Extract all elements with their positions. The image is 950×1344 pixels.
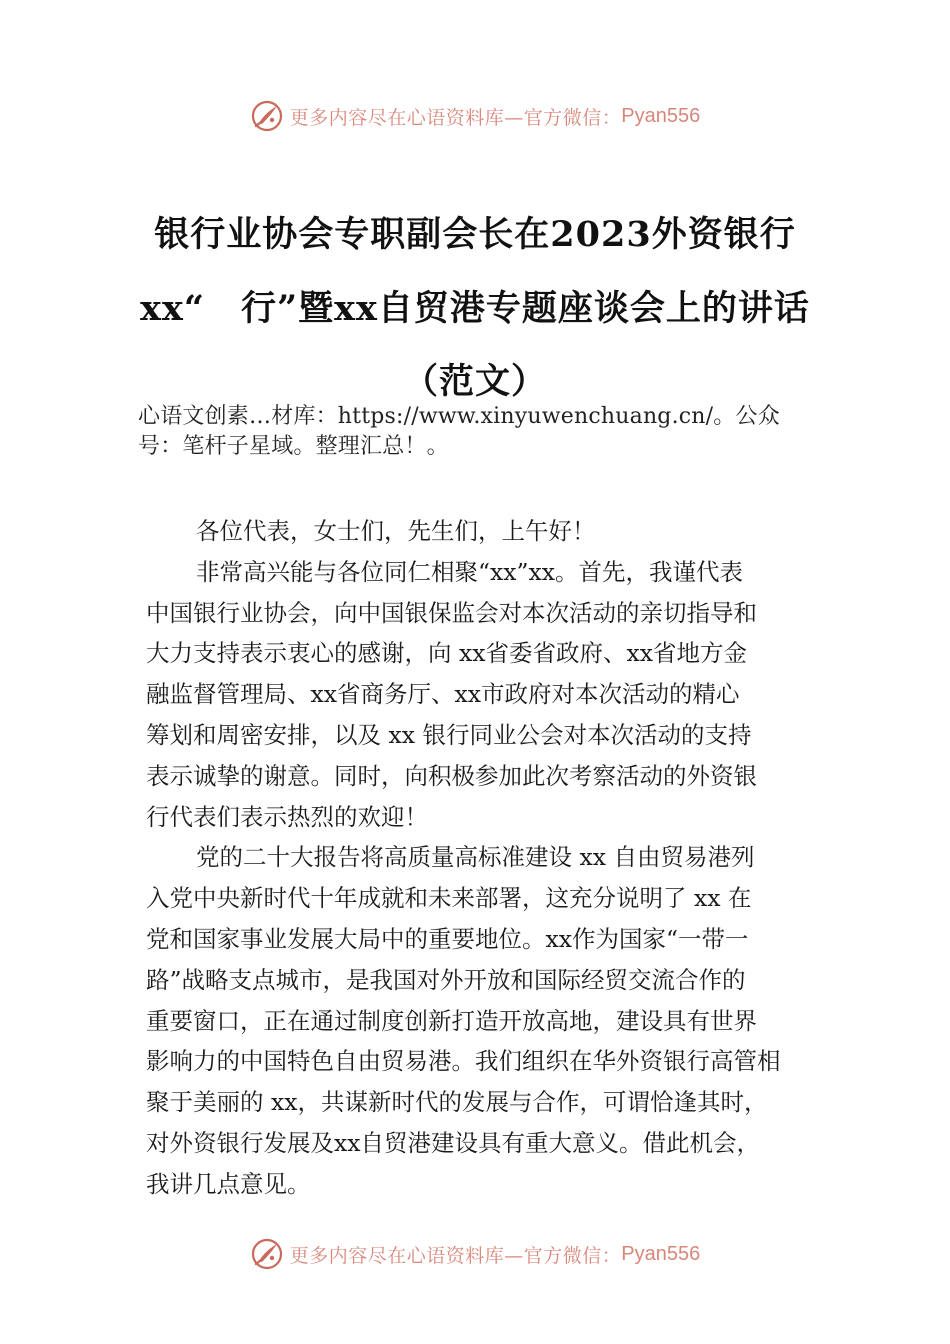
banner-wechat-id: Pyan556	[621, 1242, 701, 1265]
banner-text: 更多内容尽在心语资料库—官方微信：	[289, 1244, 622, 1267]
brush-logo-icon	[250, 99, 284, 133]
body-line: 非常高兴能与各位同仁相聚“xx”xx。首先，我谨代表	[196, 557, 744, 586]
title-line-2: xx“ 行”暨xx自贸港专题座谈会上的讲话	[140, 288, 810, 329]
speech-body	[146, 511, 818, 1205]
body-line: 行代表们表示热烈的欢迎！	[146, 802, 428, 831]
source-line-2: 号：笔杆子星域。整理汇总！。	[138, 434, 449, 459]
source-line-1: 心语文创素…材库：https://www.xinyuwenchuang.cn/。公众	[138, 404, 780, 429]
source-note	[138, 402, 838, 462]
body-line: 中国银行业协会，向中国银保监会对本次活动的亲切指导和	[146, 598, 757, 627]
body-line: 路”战略支点城市，是我国对外开放和国际经贸交流合作的	[146, 965, 746, 994]
body-line: 影响力的中国特色自由贸易港。我们组织在华外资银行高管相	[146, 1047, 781, 1076]
footer-banner	[0, 1234, 950, 1274]
banner-wechat-id: Pyan556	[621, 104, 701, 127]
title-line-1: 银行业协会专职副会长在2023外资银行	[154, 214, 796, 255]
title-line-3: （范文）	[402, 361, 547, 402]
body-line: 重要窗口，正在通过制度创新打造开放高地，建设具有世界	[146, 1006, 757, 1035]
banner-text: 更多内容尽在心语资料库—官方微信：	[289, 106, 622, 129]
body-line: 我讲几点意见。	[146, 1169, 311, 1198]
body-line: 各位代表，女士们，先生们，上午好！	[196, 517, 596, 545]
body-line: 对外资银行发展及xx自贸港建设具有重大意义。借此机会，	[146, 1128, 761, 1157]
body-line: 筹划和周密安排，以及 xx 银行同业公会对本次活动的支持	[146, 720, 752, 749]
header-banner	[0, 96, 950, 136]
body-line: 表示诚挚的谢意。同时，向积极参加此次考察活动的外资银	[146, 761, 757, 790]
body-line: 入党中央新时代十年成就和未来部署，这充分说明了 xx 在	[146, 884, 752, 913]
body-line: 聚于美丽的 xx，共谋新时代的发展与合作，可谓恰逢其时，	[146, 1088, 768, 1117]
body-line: 大力支持表示衷心的感谢，向 xx省委省政府、xx省地方金	[146, 639, 747, 668]
body-line: 党和国家事业发展大局中的重要地位。xx作为国家“一带一	[146, 924, 749, 953]
body-line: 党的二十大报告将高质量高标准建设 xx 自由贸易港列	[196, 843, 755, 872]
brush-logo-icon	[250, 1237, 284, 1271]
body-line: 融监督管理局、xx省商务厅、xx市政府对本次活动的精心	[146, 680, 740, 709]
